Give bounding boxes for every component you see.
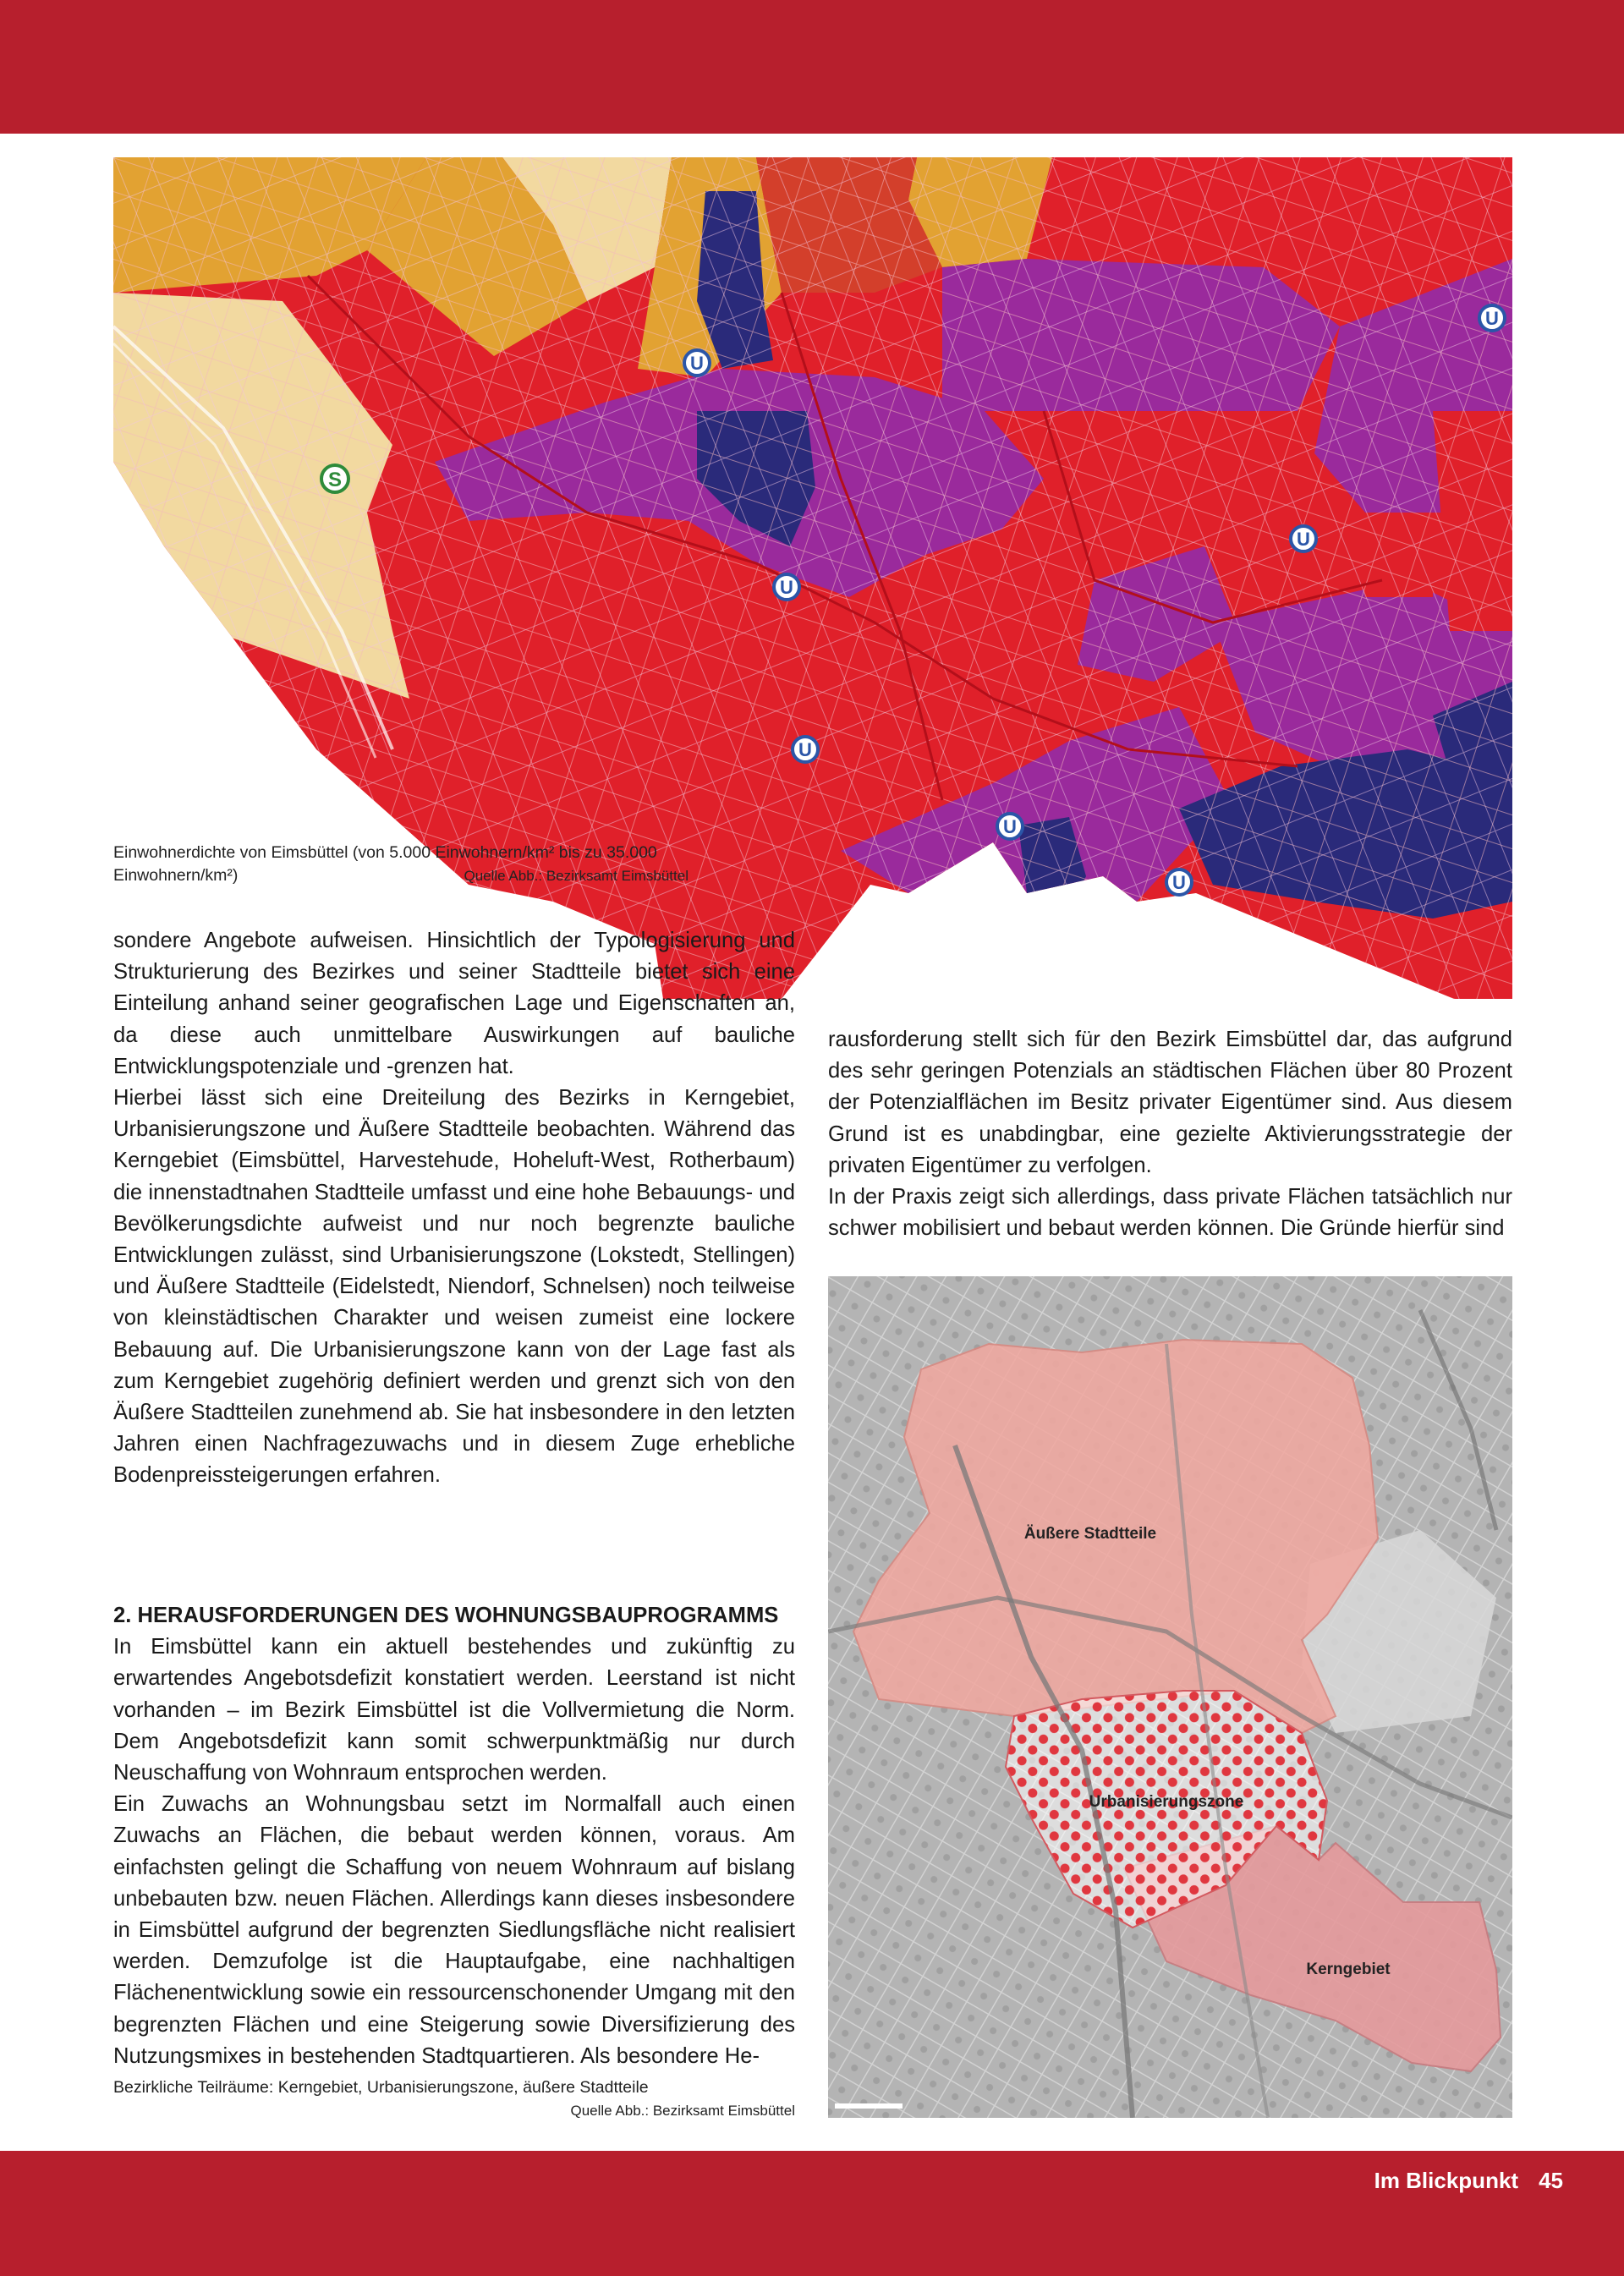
u-station-marker (793, 737, 818, 762)
figure2-caption-text: Bezirkliche Teilräume: Kerngebiet, Urbanisierungszone, äußere Stadtteile (113, 2078, 649, 2097)
svg-text:S: S (327, 469, 343, 491)
label-core-area: Kerngebiet (1306, 1961, 1391, 1978)
paragraph: In Eimsbüttel kann ein aktuell bestehendes und zukünftig zu erwartendes Angebotsdefizit konstatiert werden. Leerstand ist nicht vorhanden – im Bezirk Eimsbüttel ist die Vollvermietung die Norm. Dem Angebotsdefizit kann somit schwerpunktmäßig nur durch Neuschaffung von Wohnraum entsprochen werden. (113, 1635, 795, 1785)
u-station-marker (1291, 526, 1316, 551)
u-station-marker (774, 574, 799, 600)
section-heading: 2. HERAUSFORDERUNGEN DES WOHNUNGSBAUPROGRAMMS (113, 1604, 779, 1627)
district-subareas-map (828, 1276, 1512, 2118)
svg-text:U: U (1297, 529, 1310, 550)
u-station-marker (1166, 869, 1192, 895)
paragraph: In der Praxis zeigt sich allerdings, dass private Flächen tatsächlich nur schwer mobilisiert und bebaut werden können. Die Gründe hierfür sind (828, 1185, 1512, 1241)
figure1-source: Quelle Abb.: Bezirksamt Eimsbüttel (464, 868, 689, 884)
figure2-source: Quelle Abb.: Bezirksamt Eimsbüttel (570, 2103, 795, 2119)
svg-text:U: U (798, 739, 812, 760)
u-station-marker (684, 350, 710, 376)
svg-text:U: U (780, 577, 793, 598)
top-color-band (0, 0, 1624, 134)
u-station-marker (997, 814, 1023, 839)
label-outer-districts: Äußere Stadtteile (1023, 1525, 1157, 1543)
svg-text:U: U (1485, 308, 1499, 329)
left-column-lower (113, 1600, 795, 2072)
paragraph: Hierbei lässt sich eine Dreiteilung des Bezirks in Kerngebiet, Urbanisierungszone und Äußere Stadtteile beobachten. Während das Kerngebiet (Eimsbüttel, Harvestehude, Hoheluft-West, Rotherbaum) die innenstadtnahen Stadtteile umfasst und eine hohe Bebauungs- und Bevölkerungsdichte aufweist und nur noch begrenzte bauliche Entwicklungen zulässt, sind Urbanisierungszone (Lokstedt, Stellingen) und Äußere Stadtteile (Eidelstedt, Niendorf, Schnelsen) noch teilweise von kleinstädtischen Charakter und weisen zumeist eine lockere Bebauung auf. Die Urbanisierungszone kann von der Lage fast als zum Kerngebiet zugehörig definiert werden und grenzt sich von den Äußere Stadtteilen zunehmend ab. Sie hat insbesondere in den letzten Jahren einen Nachfragezuwachs und in diesem Zuge erhebliche Bodenpreissteigerungen erfahren. (113, 1086, 795, 1488)
svg-text:U: U (690, 353, 704, 374)
paragraph: Ein Zuwachs an Wohnungsbau setzt im Normalfall auch einen Zuwachs an Flächen, die bebaut werden können, voraus. Am einfachsten gelingt die Schaffung von neuem Wohnraum auf bislang unbebauten bzw. neuen Flächen. Allerdings kann dieses insbesondere in Eimsbüttel aufgrund der begrenzten Siedlungsfläche nicht realisiert werden. Demzufolge ist die Hauptaufgabe, eine nachhaltigen Flächenentwicklung sowie ein ressourcenschonender Umgang mit den begrenzten Flächen und eine Steigerung sowie Diversifizierung des Nutzungsmixes in bestehenden Stadtquartieren. Als besondere He- (113, 1792, 795, 2068)
figure1-caption-text: Einwohnerdichte von Eimsbüttel (von 5.000 Einwohnern/km² bis zu 35.000 Einwohnern/km²) (113, 843, 657, 885)
footer-section: Im Blickpunkt (1374, 2168, 1519, 2193)
u-station-marker (1479, 305, 1505, 331)
figure2-caption (113, 2076, 795, 2119)
svg-text:U: U (1172, 872, 1186, 893)
label-urbanisation-zone: Urbanisierungszone (1089, 1793, 1244, 1811)
svg-text:U: U (1003, 816, 1017, 837)
left-column-upper (113, 925, 795, 1492)
paragraph: sondere Angebote aufweisen. Hinsichtlich der Typologisierung und Strukturierung des Bezirkes und seiner Stadtteile bietet sich eine Einteilung anhand seiner geografischen Lage und Eigenschaften an, da diese auch unmittelbare Auswirkungen auf bauliche Entwicklungspotenziale und -grenzen hat. (113, 929, 795, 1078)
page-number: 45 (1539, 2168, 1563, 2193)
paragraph: rausforderung stellt sich für den Bezirk Eimsbüttel dar, das aufgrund des sehr geringen Potenzials an städtischen Flächen über 80 Prozent der Potenzialflächen im Besitz privater Eigentümer sind. Aus diesem Grund ist es unabdingbar, eine gezielte Aktivierungsstrategie der privaten Eigentümer zu verfolgen. (828, 1028, 1512, 1177)
figure1-caption (113, 842, 689, 887)
footer (1374, 2168, 1563, 2194)
s-station-marker (321, 465, 348, 492)
right-column (828, 1024, 1512, 1244)
